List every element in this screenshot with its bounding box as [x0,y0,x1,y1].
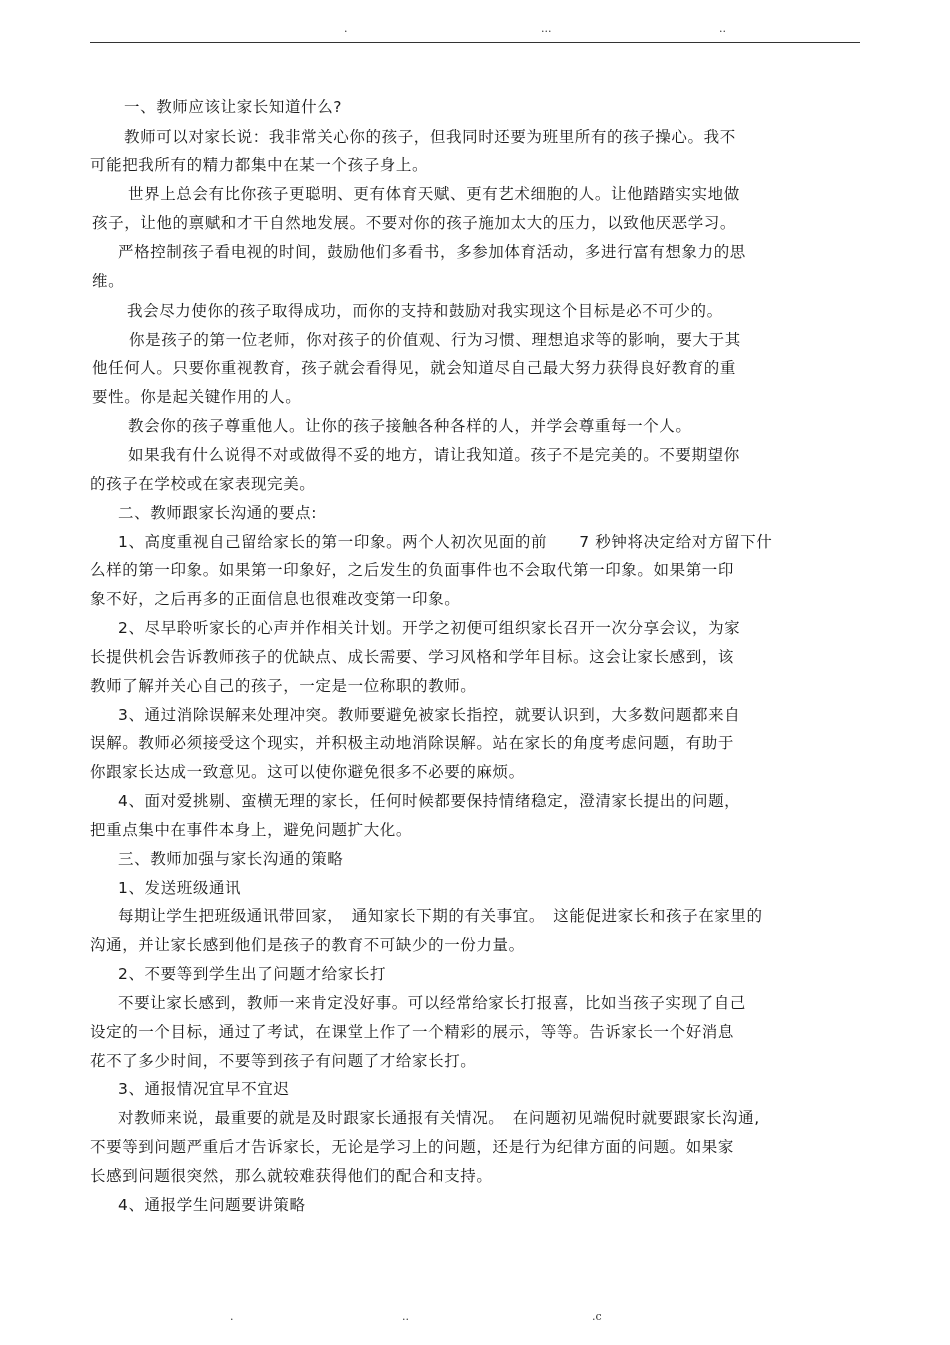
paragraph-line: 每期让学生把班级通讯带回家， 通知家长下期的有关事宜。 这能促进家长和孩子在家里的 [118,907,763,925]
footer-mark: . [230,1310,234,1323]
paragraph-line: 不要让家长感到，教师一来肯定没好事。可以经常给家长打报喜，比如当孩子实现了自己 [118,994,746,1012]
paragraph-line: 可能把我所有的精力都集中在某一个孩子身上。 [90,156,429,174]
header-mark: ... [541,22,552,35]
paragraph-line: 你跟家长达成一致意见。这可以使你避免很多不必要的麻烦。 [90,763,525,781]
paragraph-line: 如果我有什么说得不对或做得不妥的地方，请让我知道。孩子不是完美的。不要期望你 [128,446,740,464]
paragraph-line: 教师可以对家长说：我非常关心你的孩子，但我同时还要为班里所有的孩子操心。我不 [124,128,736,146]
paragraph-line: 沟通，并让家长感到他们是孩子的教育不可缺少的一份力量。 [90,936,525,954]
paragraph-line: 花不了多少时间，不要等到孩子有问题了才给家长打。 [90,1052,477,1070]
section-heading-1: 一、教师应该让家长知道什么? [124,98,343,116]
subsection-heading: 3、通报情况宜早不宜迟 [118,1080,290,1098]
paragraph-line: 世界上总会有比你孩子更聪明、更有体育天赋、更有艺术细胞的人。让他踏踏实实地做 [128,185,740,203]
paragraph-line: 维。 [92,272,125,290]
section-heading-2: 二、教师跟家长沟通的要点: [118,504,318,522]
footer-mark: .c [592,1310,602,1323]
page-header-marks [0,22,950,38]
paragraph-line: 把重点集中在事件本身上，避免问题扩大化。 [90,821,413,839]
paragraph-line: 孩子，让他的禀赋和才干自然地发展。不要对你的孩子施加太大的压力，以致他厌恶学习。 [92,214,737,232]
paragraph-line: 我会尽力使你的孩子取得成功，而你的支持和鼓励对我实现这个目标是必不可少的。 [127,302,723,320]
header-rule [90,42,860,43]
paragraph-line: 长提供机会告诉教师孩子的优缺点、成长需要、学习风格和学年目标。这会让家长感到，该 [90,648,735,666]
paragraph-line: 3、通过消除误解来处理冲突。教师要避免被家长指控，就要认识到，大多数问题都来自 [118,706,741,724]
paragraph-line: 象不好，之后再多的正面信息也很难改变第一印象。 [90,590,461,608]
paragraph-line: 严格控制孩子看电视的时间，鼓励他们多看书，多参加体育活动，多进行富有想象力的思 [118,243,746,261]
paragraph-line: 要性。你是起关键作用的人。 [92,388,302,406]
paragraph-line: 的孩子在学校或在家表现完美。 [90,475,316,493]
paragraph-line: 2、尽早聆听家长的心声并作相关计划。开学之初便可组织家长召开一次分享会议，为家 [118,619,741,637]
header-mark: . [344,22,348,35]
page-footer-marks [0,1310,950,1326]
paragraph-line: 1、高度重视自己留给家长的第一印象。两个人初次见面的前 7 秒钟将决定给对方留下什 [118,533,773,551]
paragraph-line: 么样的第一印象。如果第一印象好，之后发生的负面事件也不会取代第一印象。如果第一印 [90,561,735,579]
paragraph-line: 你是孩子的第一位老师，你对孩子的价值观、行为习惯、理想追求等的影响，要大于其 [129,331,741,349]
footer-mark: .. [402,1310,409,1323]
header-mark: .. [719,22,726,35]
paragraph-line: 误解。教师必须接受这个现实，并积极主动地消除误解。站在家长的角度考虑问题，有助于 [90,734,735,752]
paragraph-line: 4、面对爱挑剔、蛮横无理的家长，任何时候都要保持情绪稳定，澄清家长提出的问题， [118,792,741,810]
paragraph-line: 不要等到问题严重后才告诉家长，无论是学习上的问题，还是行为纪律方面的问题。如果家 [90,1138,735,1156]
paragraph-line: 对教师来说，最重要的就是及时跟家长通报有关情况。 在问题初见端倪时就要跟家长沟通, [118,1109,760,1127]
section-heading-3: 三、教师加强与家长沟通的策略 [118,850,344,868]
paragraph-line: 长感到问题很突然，那么就较难获得他们的配合和支持。 [90,1167,493,1185]
subsection-heading: 2、不要等到学生出了问题才给家长打 [118,965,387,983]
paragraph-line: 教会你的孩子尊重他人。让你的孩子接触各种各样的人，并学会尊重每一个人。 [128,417,692,435]
subsection-heading: 4、通报学生问题要讲策略 [118,1196,306,1214]
subsection-heading: 1、发送班级通讯 [118,879,242,897]
paragraph-line: 教师了解并关心自己的孩子，一定是一位称职的教师。 [90,677,477,695]
paragraph-line: 他任何人。只要你重视教育，孩子就会看得见，就会知道尽自己最大努力获得良好教育的重 [92,359,737,377]
paragraph-line: 设定的一个目标，通过了考试，在课堂上作了一个精彩的展示，等等。告诉家长一个好消息 [90,1023,735,1041]
